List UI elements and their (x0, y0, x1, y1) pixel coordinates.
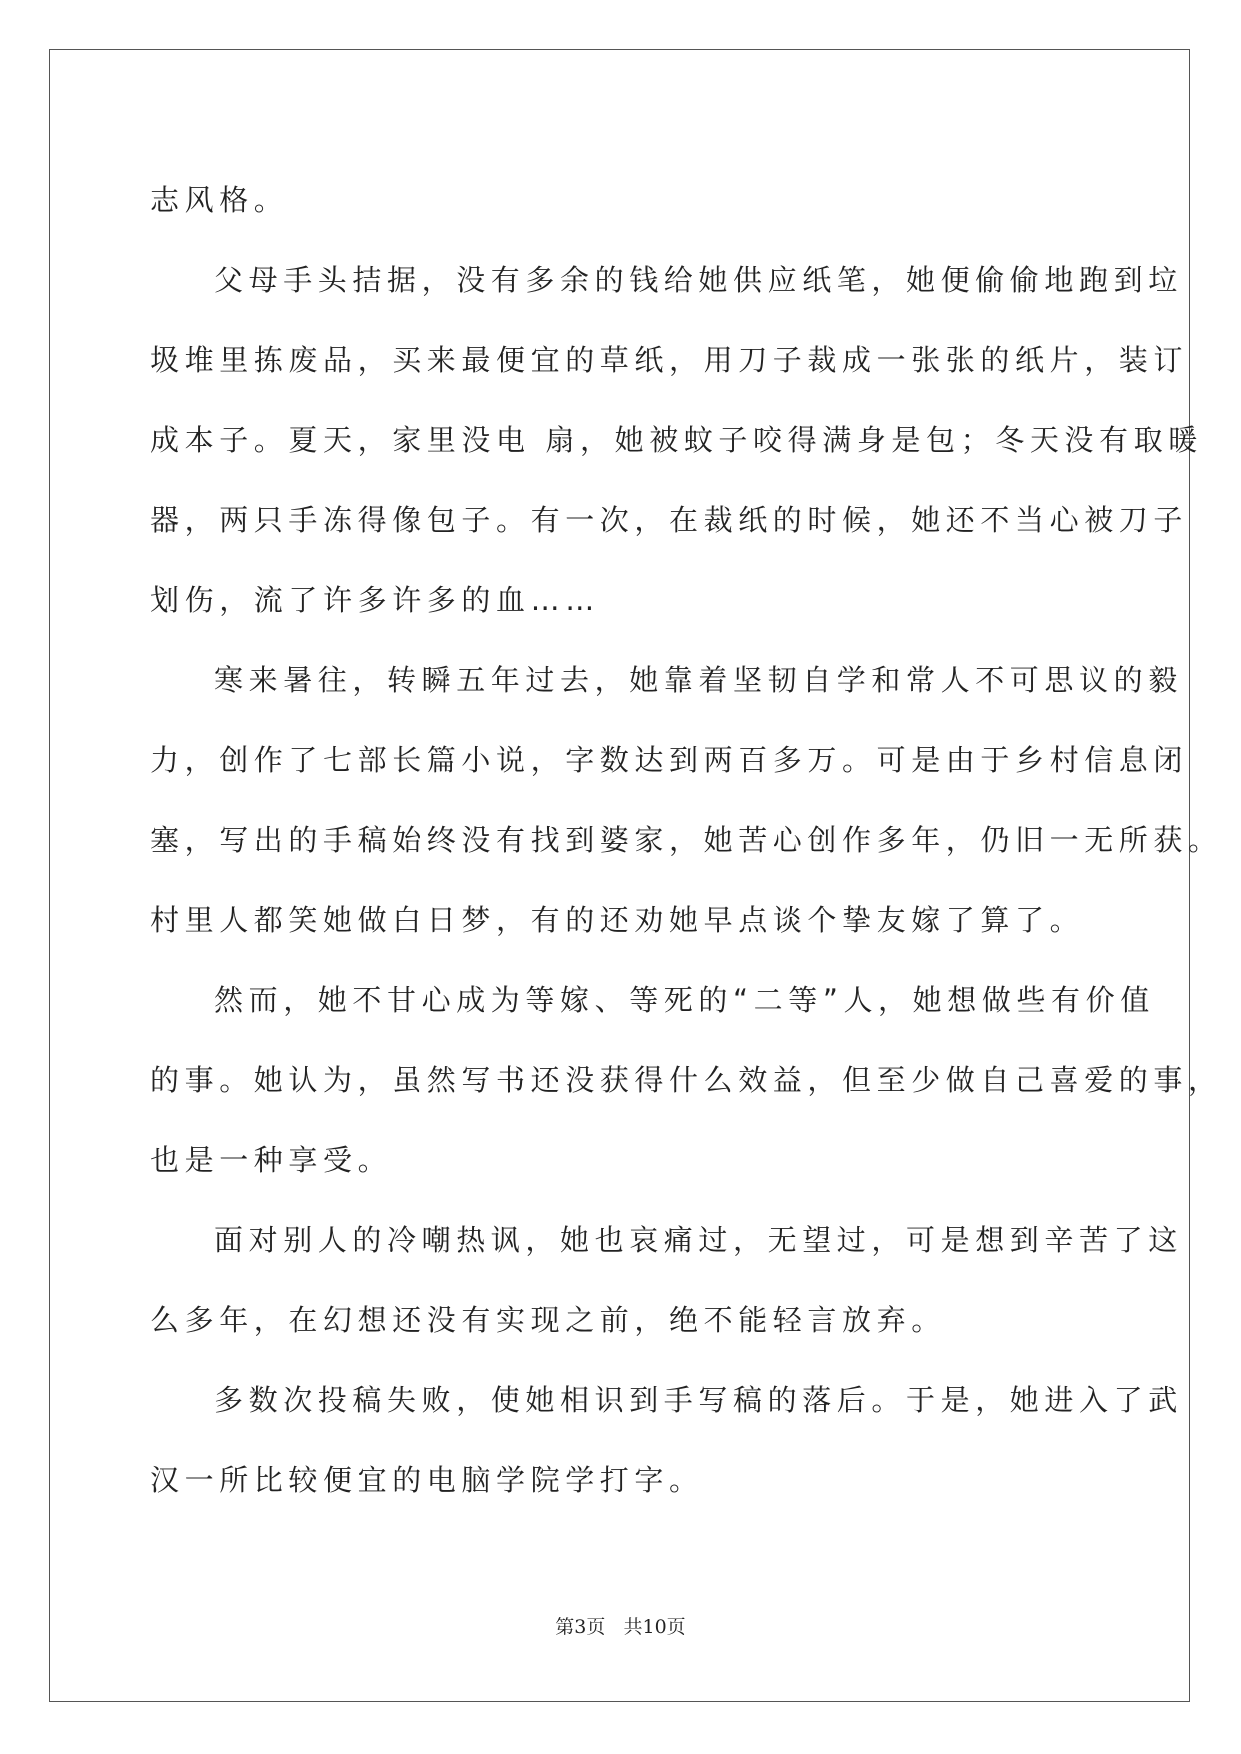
text-line: 志风格。 (150, 183, 289, 217)
text-line: 么多年，在幻想还没有实现之前，绝不能轻言放弃。 (150, 1303, 946, 1337)
text-line: 村里人都笑她做白日梦，有的还劝她早点谈个挚友嫁了算了。 (150, 903, 1085, 937)
text-line: 划伤，流了许多许多的血…… (150, 583, 600, 617)
text-line: 圾堆里拣废品，买来最便宜的草纸，用刀子裁成一张张的纸片，装订 (150, 343, 1189, 377)
text-line: 面对别人的冷嘲热讽，她也哀痛过，无望过，可是想到辛苦了这 (214, 1223, 1183, 1257)
text-line: 汉一所比较便宜的电脑学院学打字。 (150, 1463, 704, 1497)
text-line: 成本子。夏天，家里没电 扇，她被蚊子咬得满身是包；冬天没有取暖 (150, 423, 1203, 457)
text-line: 器，两只手冻得像包子。有一次，在裁纸的时候，她还不当心被刀子 (150, 503, 1189, 537)
text-line: 也是一种享受。 (150, 1143, 393, 1177)
text-line: 寒来暑往，转瞬五年过去，她靠着坚韧自学和常人不可思议的毅 (214, 663, 1183, 697)
text-line: 力，创作了七部长篇小说，字数达到两百多万。可是由于乡村信息闭 (150, 743, 1189, 777)
page-number-label: 第3页 共10页 (555, 1616, 686, 1638)
text-line: 父母手头拮据，没有多余的钱给她供应纸笔，她便偷偷地跑到垃 (214, 263, 1183, 297)
document-body (150, 160, 1223, 1520)
page-footer (0, 1612, 1241, 1639)
text-line: 的事。她认为，虽然写书还没获得什么效益，但至少做自己喜爱的事， (150, 1063, 1223, 1097)
text-line: 多数次投稿失败，使她相识到手写稿的落后。于是，她进入了武 (214, 1383, 1183, 1417)
text-line: 然而，她不甘心成为等嫁、等死的“二等”人，她想做些有价值 (214, 983, 1155, 1017)
text-line: 塞，写出的手稿始终没有找到婆家，她苦心创作多年，仍旧一无所获。 (150, 823, 1223, 857)
